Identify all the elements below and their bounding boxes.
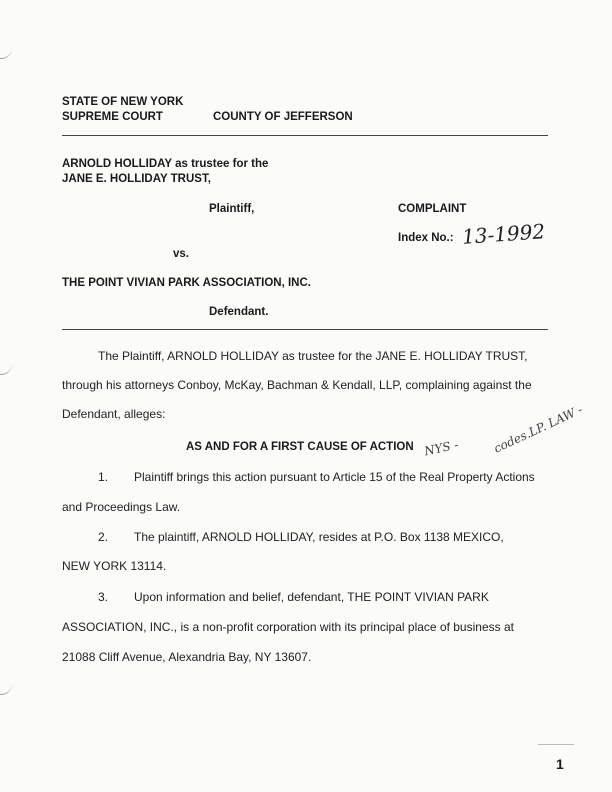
paragraph-1-number: 1. <box>98 470 109 484</box>
caption-top-rule <box>62 135 548 136</box>
document-type: COMPLAINT <box>398 203 467 215</box>
paragraph-1-line-2: and Proceedings Law. <box>62 500 181 514</box>
plaintiff-name-line-1: ARNOLD HOLLIDAY as trustee for the <box>62 158 269 170</box>
paragraph-3-line-3: 21088 Cliff Avenue, Alexandria Bay, NY 13607. <box>62 650 312 664</box>
caption-bottom-rule <box>62 329 548 330</box>
margin-note-codes: codes.LP. LAW - <box>491 402 585 456</box>
page-number: 1 <box>556 756 564 772</box>
paragraph-2-number: 2. <box>98 530 109 544</box>
defendant-name: THE POINT VIVIAN PARK ASSOCIATION, INC. <box>62 277 311 289</box>
county-label: COUNTY OF JEFFERSON <box>213 111 353 123</box>
paragraph-1-line-1: Plaintiff brings this action pursuant to Article 15 of the Real Property Actions <box>134 470 535 484</box>
state-label: STATE OF NEW YORK <box>62 96 184 108</box>
intro-line-3: Defendant, alleges: <box>62 407 166 421</box>
intro-line-2: through his attorneys Conboy, McKay, Bachman & Kendall, LLP, complaining against the <box>62 378 532 392</box>
index-number-handwritten: 13-1992 <box>461 219 546 249</box>
plaintiff-name-line-2: JANE E. HOLLIDAY TRUST, <box>62 173 211 185</box>
paragraph-2-line-1: The plaintiff, ARNOLD HOLLIDAY, resides at P.O. Box 1138 MEXICO, <box>134 530 504 544</box>
intro-line-1: The Plaintiff, ARNOLD HOLLIDAY as trustee for the JANE E. HOLLIDAY TRUST, <box>98 349 528 363</box>
paragraph-3-line-2: ASSOCIATION, INC., is a non-profit corporation with its principal place of business at <box>62 620 514 634</box>
court-label: SUPREME COURT <box>62 111 163 123</box>
section-heading: AS AND FOR A FIRST CAUSE OF ACTION <box>186 441 414 453</box>
plaintiff-role: Plaintiff, <box>209 203 255 215</box>
punch-hole-mark <box>0 360 12 375</box>
punch-hole-mark <box>0 680 12 695</box>
punch-hole-mark <box>0 44 12 59</box>
versus-label: vs. <box>173 248 189 260</box>
defendant-role: Defendant. <box>209 306 269 318</box>
paragraph-2-line-2: NEW YORK 13114. <box>62 559 167 573</box>
paragraph-3-line-1: Upon information and belief, defendant, THE POINT VIVIAN PARK <box>134 590 489 604</box>
margin-note-nys: NYS - <box>422 437 460 459</box>
index-label: Index No.: <box>398 232 454 244</box>
paragraph-3-number: 3. <box>98 590 109 604</box>
footer-rule <box>538 744 574 745</box>
